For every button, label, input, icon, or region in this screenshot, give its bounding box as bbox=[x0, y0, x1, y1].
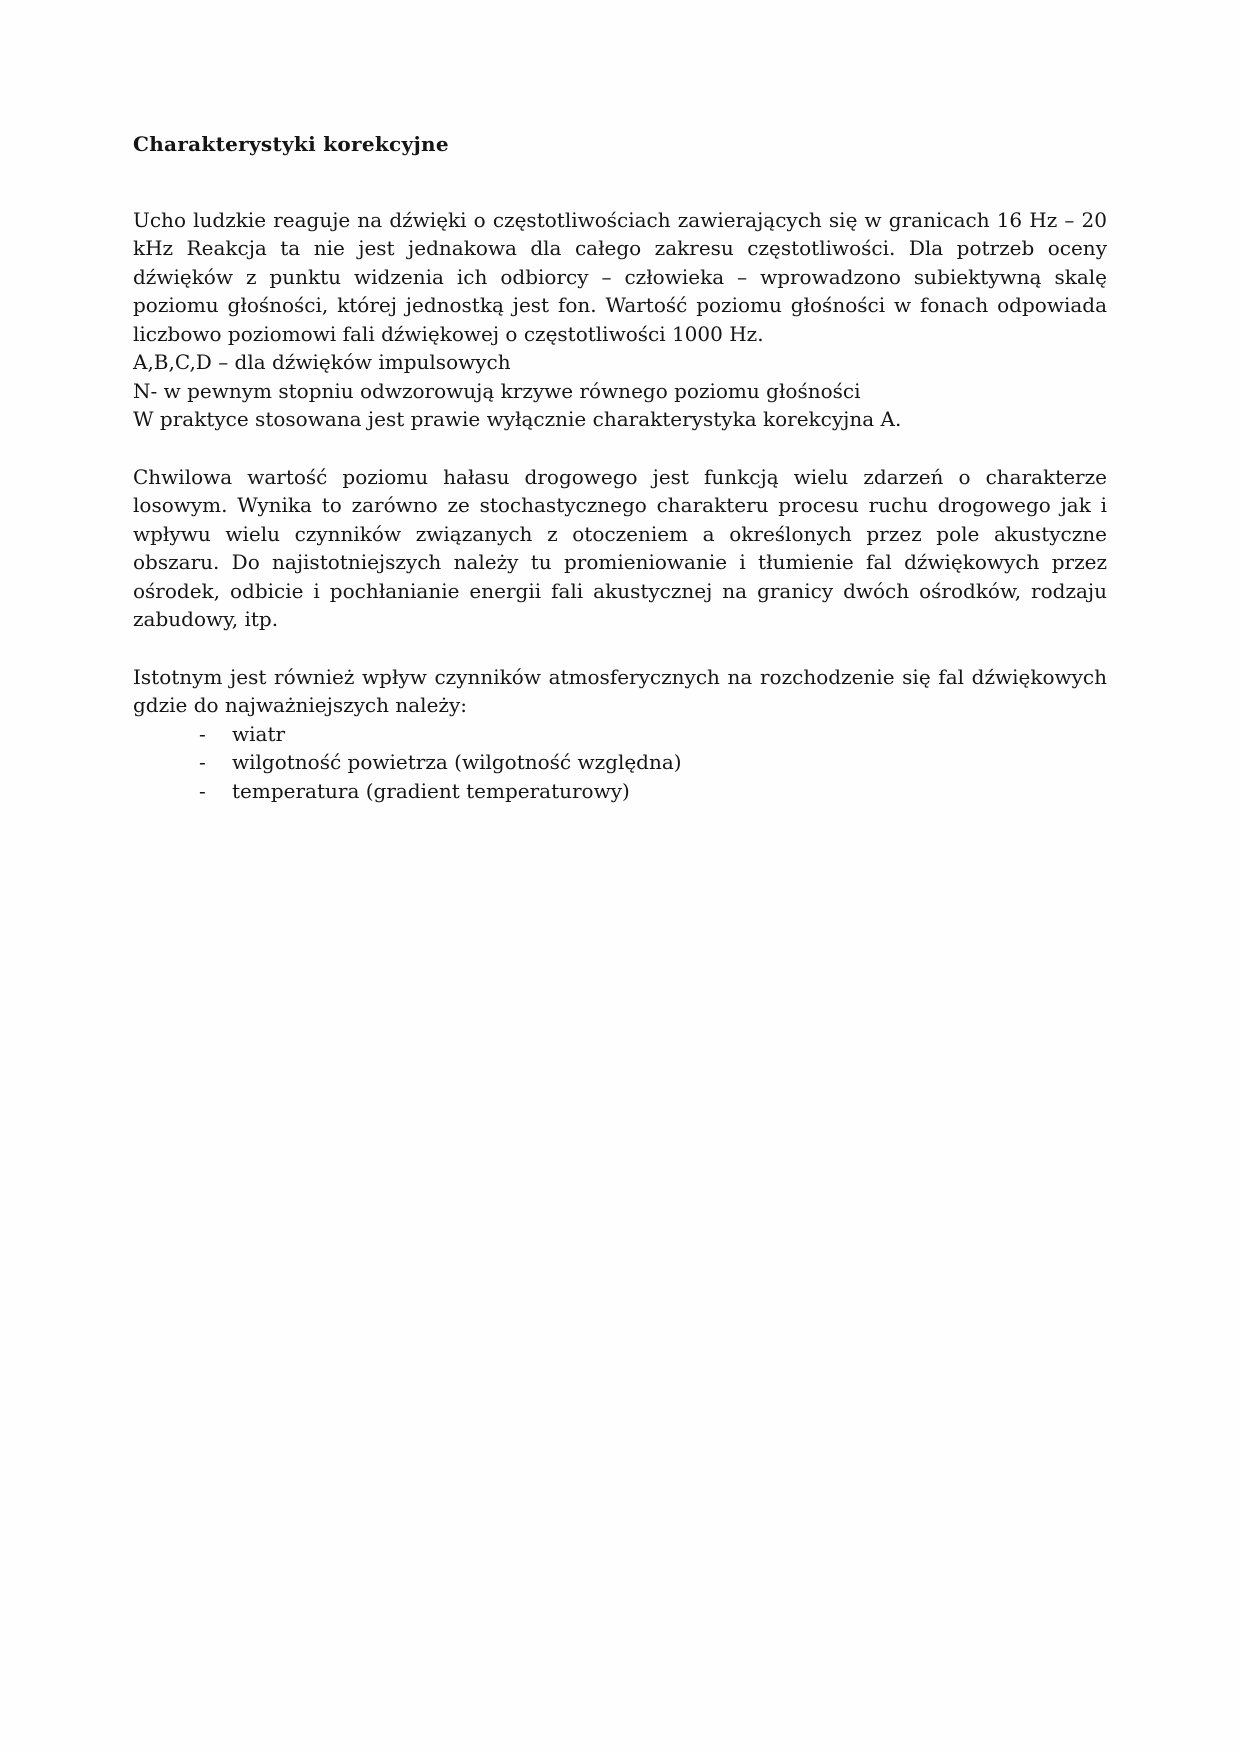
paragraph-road-noise: Chwilowa wartość poziomu hałasu drogowego jest funkcją wielu zdarzeń o charakterze losowym. Wynika to zarówno ze stochastycznego charakteru procesu ruchu drogowego jak i wpływu wielu czynników związanych z otoczeniem a określonych przez pole akustyczne obszaru. Do najistotniejszych należy tu promieniowanie i tłumienie fal dźwiękowych przez ośrodek, odbicie i pochłanianie energii fali akustycznej na granicy dwóch ośrodków, rodzaju zabudowy, itp. bbox=[133, 464, 1107, 631]
dash-marker: - bbox=[199, 750, 206, 774]
list-item-label: wiatr bbox=[232, 721, 286, 746]
paragraph-atmospheric-factors: Istotnym jest również wpływ czynników atmosferycznych na rozchodzenie się fal dźwiękowych gdzie do najważniejszych należy: bbox=[133, 664, 1107, 717]
dash-marker: - bbox=[199, 778, 206, 803]
line-practice-a: W praktyce stosowana jest prawie wyłącznie charakterystyka korekcyjna A. bbox=[133, 407, 902, 431]
list-item bbox=[133, 720, 1107, 749]
paragraph-hearing-range: Ucho ludzkie reaguje na dźwięki o częstotliwościach zawierających się w granicach 16 Hz – 20 kHz Reakcja ta nie jest jednakowa dla całego zakresu częstotliwości. Dla potrzeb oceny dźwięków z punktu widzenia ich odbiorcy – człowieka – wprowadzono subiektywną skalę poziomu głośności, której jednostką jest fon. Wartość poziomu głośności w fonach odpowiada liczbowo poziomowi fali dźwiękowej o częstotliwości 1000 Hz. bbox=[133, 207, 1107, 346]
dash-marker: - bbox=[199, 721, 206, 746]
line-n-curves: N- w pewnym stopniu odwzorowują krzywe równego poziomu głośności bbox=[133, 378, 861, 403]
list-item-label: temperatura (gradient temperaturowy) bbox=[232, 778, 630, 803]
list-item bbox=[133, 777, 1107, 806]
page-title: Charakterystyki korekcyjne bbox=[133, 132, 449, 156]
line-abcd-impulse: A,B,C,D – dla dźwięków impulsowych bbox=[133, 350, 511, 374]
list-item-label: wilgotność powietrza (wilgotność względna) bbox=[232, 750, 682, 774]
list-item bbox=[133, 748, 1107, 777]
factors-list bbox=[133, 720, 1107, 806]
